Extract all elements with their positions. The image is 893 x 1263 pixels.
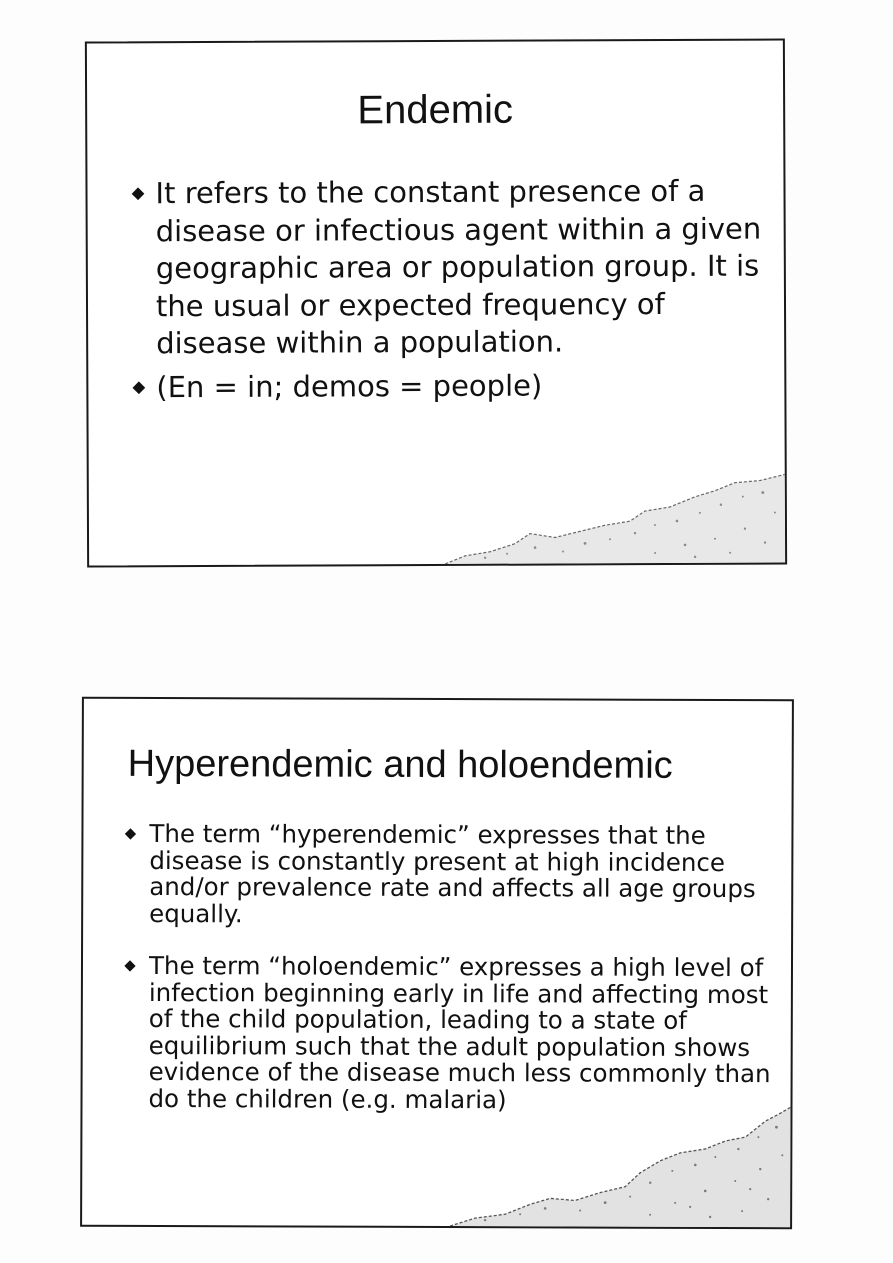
diamond-bullet-icon — [124, 960, 135, 971]
bullet-text: The term “hyperendemic” expresses that the disease is constantly present at high incidence and/or prevalence rate and affects all age groups equally. — [149, 818, 756, 928]
bullet-item — [125, 818, 785, 929]
bullet-text: The term “holoendemic” expresses a high level of infection beginning early in life and affecting most of the child population, leading to a state of equilibrium such that the adult population shows evidence of the disease much less commonly than do the children (e.g. malaria) — [148, 950, 771, 1114]
bullet-list — [124, 818, 785, 1114]
bullet-item — [131, 173, 772, 363]
bullet-text: It refers to the constant presence of a disease or infectious agent within a given geographic area or population group. It is the usual or expected frequency of disease within a population. — [155, 173, 762, 361]
speckled-texture-icon — [450, 1106, 790, 1227]
bullet-list — [131, 173, 772, 407]
bullet-text: (En = in; demos = people) — [156, 368, 543, 404]
slide-hyperendemic-holoendemic — [80, 697, 794, 1229]
slide-title: Endemic — [357, 87, 514, 133]
diamond-bullet-icon — [133, 381, 146, 394]
slide-endemic — [85, 38, 787, 567]
diamond-bullet-icon — [132, 187, 145, 200]
bullet-item — [124, 950, 785, 1114]
slide-title: Hyperendemic and holoendemic — [127, 742, 673, 787]
speckled-texture-icon — [445, 472, 785, 563]
bullet-item — [132, 366, 772, 406]
diamond-bullet-icon — [125, 828, 136, 839]
